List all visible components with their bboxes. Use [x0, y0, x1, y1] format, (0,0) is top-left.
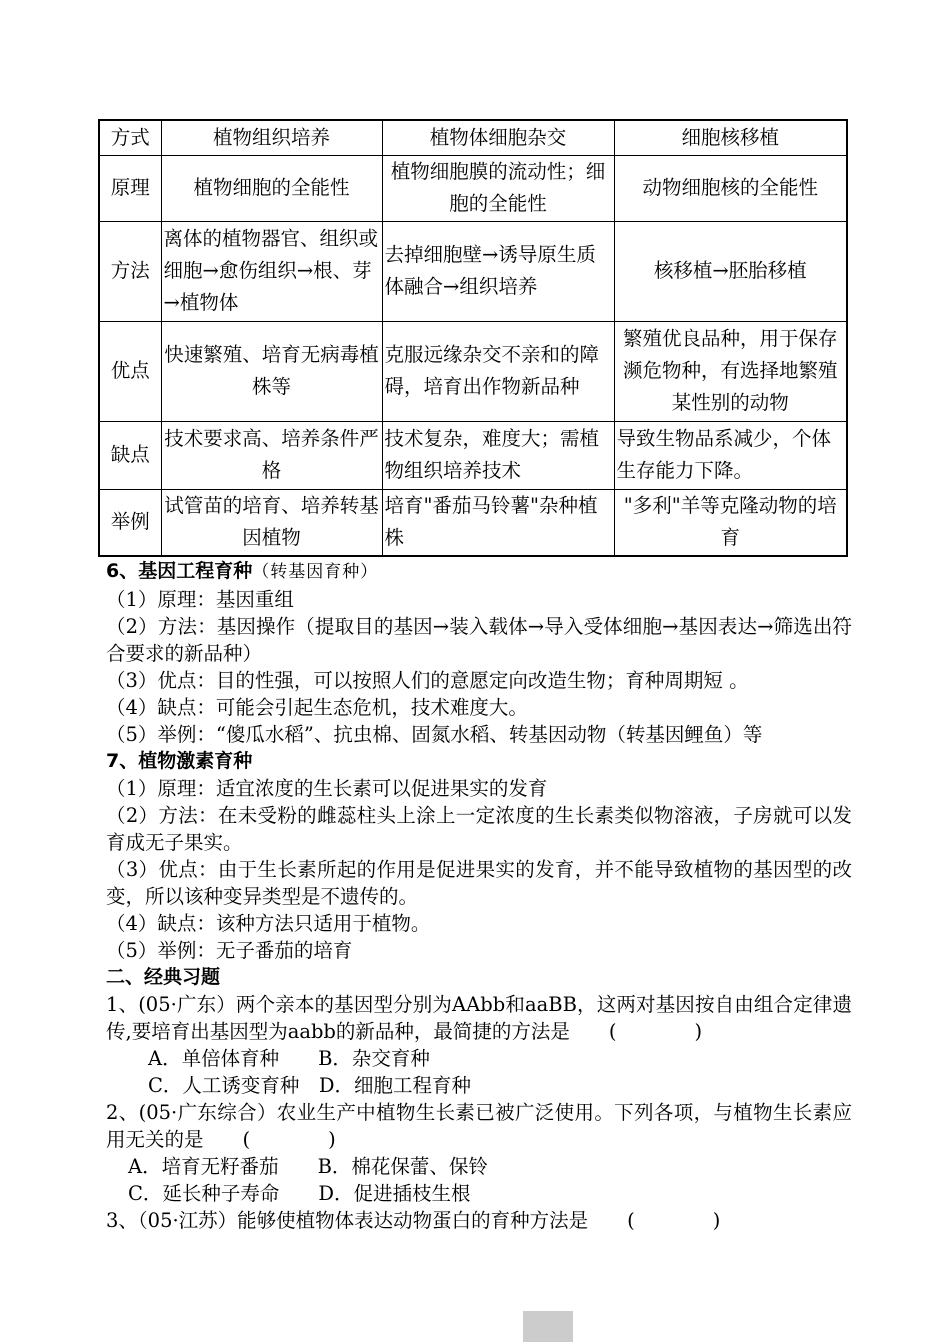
table-cell: 植物细胞的全能性: [161, 155, 382, 221]
section6-heading: [106, 557, 852, 586]
table-cell: 植物细胞膜的流动性；细胞的全能性: [382, 155, 614, 221]
table-cell: "多利"羊等克隆动物的培育: [614, 489, 847, 556]
table-row: [99, 221, 847, 321]
question-1-stem: 1、(05·广东）两个亲本的基因型分别为AAbb和aaBB，这两对基因按自由组合定律遗传,要培育出基因型为aabb的新品种，最简捷的方法是 ( ): [106, 993, 852, 1043]
section6-item: （5）举例：“傻瓜水稻”、抗虫棉、固氮水稻、转基因动物（转基因鲤鱼）等: [106, 723, 763, 746]
table-row: [99, 155, 847, 221]
table-row: [99, 321, 847, 421]
section7-item: （5）举例：无子番茄的培育: [106, 939, 353, 962]
question-2-options-ab: A．培育无籽番茄 B．棉花保蕾、保铃: [128, 1155, 488, 1178]
question-2-options-cd: C．延长种子寿命 D．促进插枝生根: [128, 1182, 471, 1205]
row-label: 举例: [99, 489, 161, 556]
page-number-box: [523, 1311, 573, 1342]
row-label: 方法: [99, 221, 161, 321]
breeding-comparison-table: [98, 119, 848, 557]
table-cell: 技术复杂，难度大；需植物组织培养技术: [382, 421, 614, 489]
section6-item: （1）原理：基因重组: [106, 588, 294, 611]
question-1-options-ab: A．单倍体育种 B．杂交育种: [148, 1047, 430, 1070]
table-cell: 去掉细胞壁→诱导原生质体融合→组织培养: [382, 221, 614, 321]
question-3-stem: 3、（05·江苏）能够使植物体表达动物蛋白的育种方法是 ( ): [106, 1209, 721, 1232]
section6-title: 6、基因工程育种: [106, 560, 253, 582]
question-1-options-cd: C．人工诱变育种 D．细胞工程育种: [148, 1074, 472, 1097]
exercises-title: 二、经典习题: [106, 966, 221, 988]
table-row: [99, 421, 847, 489]
table-cell: 培育"番茄马铃薯"杂种植株: [382, 489, 614, 556]
table-cell: 技术要求高、培养条件严格: [161, 421, 382, 489]
table-cell: 离体的植物器官、组织或细胞→愈伤组织→根、芽→植物体: [161, 221, 382, 321]
table-row: [99, 489, 847, 556]
row-label: 原理: [99, 155, 161, 221]
table-cell: 试管苗的培育、培养转基因植物: [161, 489, 382, 556]
row-label: 缺点: [99, 421, 161, 489]
table-header-cell: 细胞核移植: [614, 120, 847, 155]
section6-item: （4）缺点：可能会引起生态危机，技术难度大。: [106, 696, 528, 719]
row-label: 优点: [99, 321, 161, 421]
table-header-row: [99, 120, 847, 155]
section7-item: （4）缺点：该种方法只适用于植物。: [106, 912, 431, 935]
table-header-cell: 方式: [99, 120, 161, 155]
table-cell: 导致生物品系减少，个体生存能力下降。: [614, 421, 847, 489]
table-header-cell: 植物组织培养: [161, 120, 382, 155]
section6-subtitle: （转基因育种）: [252, 562, 379, 582]
section6-item: （3）优点：目的性强，可以按照人们的意愿定向改造生物；育种周期短 。: [106, 669, 749, 692]
section7-title: 7、植物激素育种: [106, 750, 253, 772]
table-cell: 克服远缘杂交不亲和的障碍，培育出作物新品种: [382, 321, 614, 421]
table-cell: 核移植→胚胎移植: [614, 221, 847, 321]
table-cell: 动物细胞核的全能性: [614, 155, 847, 221]
body-text: [106, 557, 852, 1234]
question-2-stem: 2、(05·广东综合）农业生产中植物生长素已被广泛使用。下列各项，与植物生长素应用无关的是 ( ): [106, 1101, 852, 1151]
section7-item: （3）优点：由于生长素所起的作用是促进果实的发育，并不能导致植物的基因型的改变，所以该种变异类型是不遗传的。: [106, 858, 852, 908]
table-cell: 快速繁殖、培育无病毒植株等: [161, 321, 382, 421]
section6-item: （2）方法：基因操作（提取目的基因→装入载体→导入受体细胞→基因表达→筛选出符合要求的新品种）: [106, 615, 852, 665]
table-cell: 繁殖优良品种，用于保存濒危物种，有选择地繁殖某性别的动物: [614, 321, 847, 421]
table-header-cell: 植物体细胞杂交: [382, 120, 614, 155]
section7-item: （1）原理：适宜浓度的生长素可以促进果实的发育: [106, 777, 548, 800]
section7-item: （2）方法：在未受粉的雌蕊柱头上涂上一定浓度的生长素类似物溶液，子房就可以发育成无子果实。: [106, 804, 852, 854]
